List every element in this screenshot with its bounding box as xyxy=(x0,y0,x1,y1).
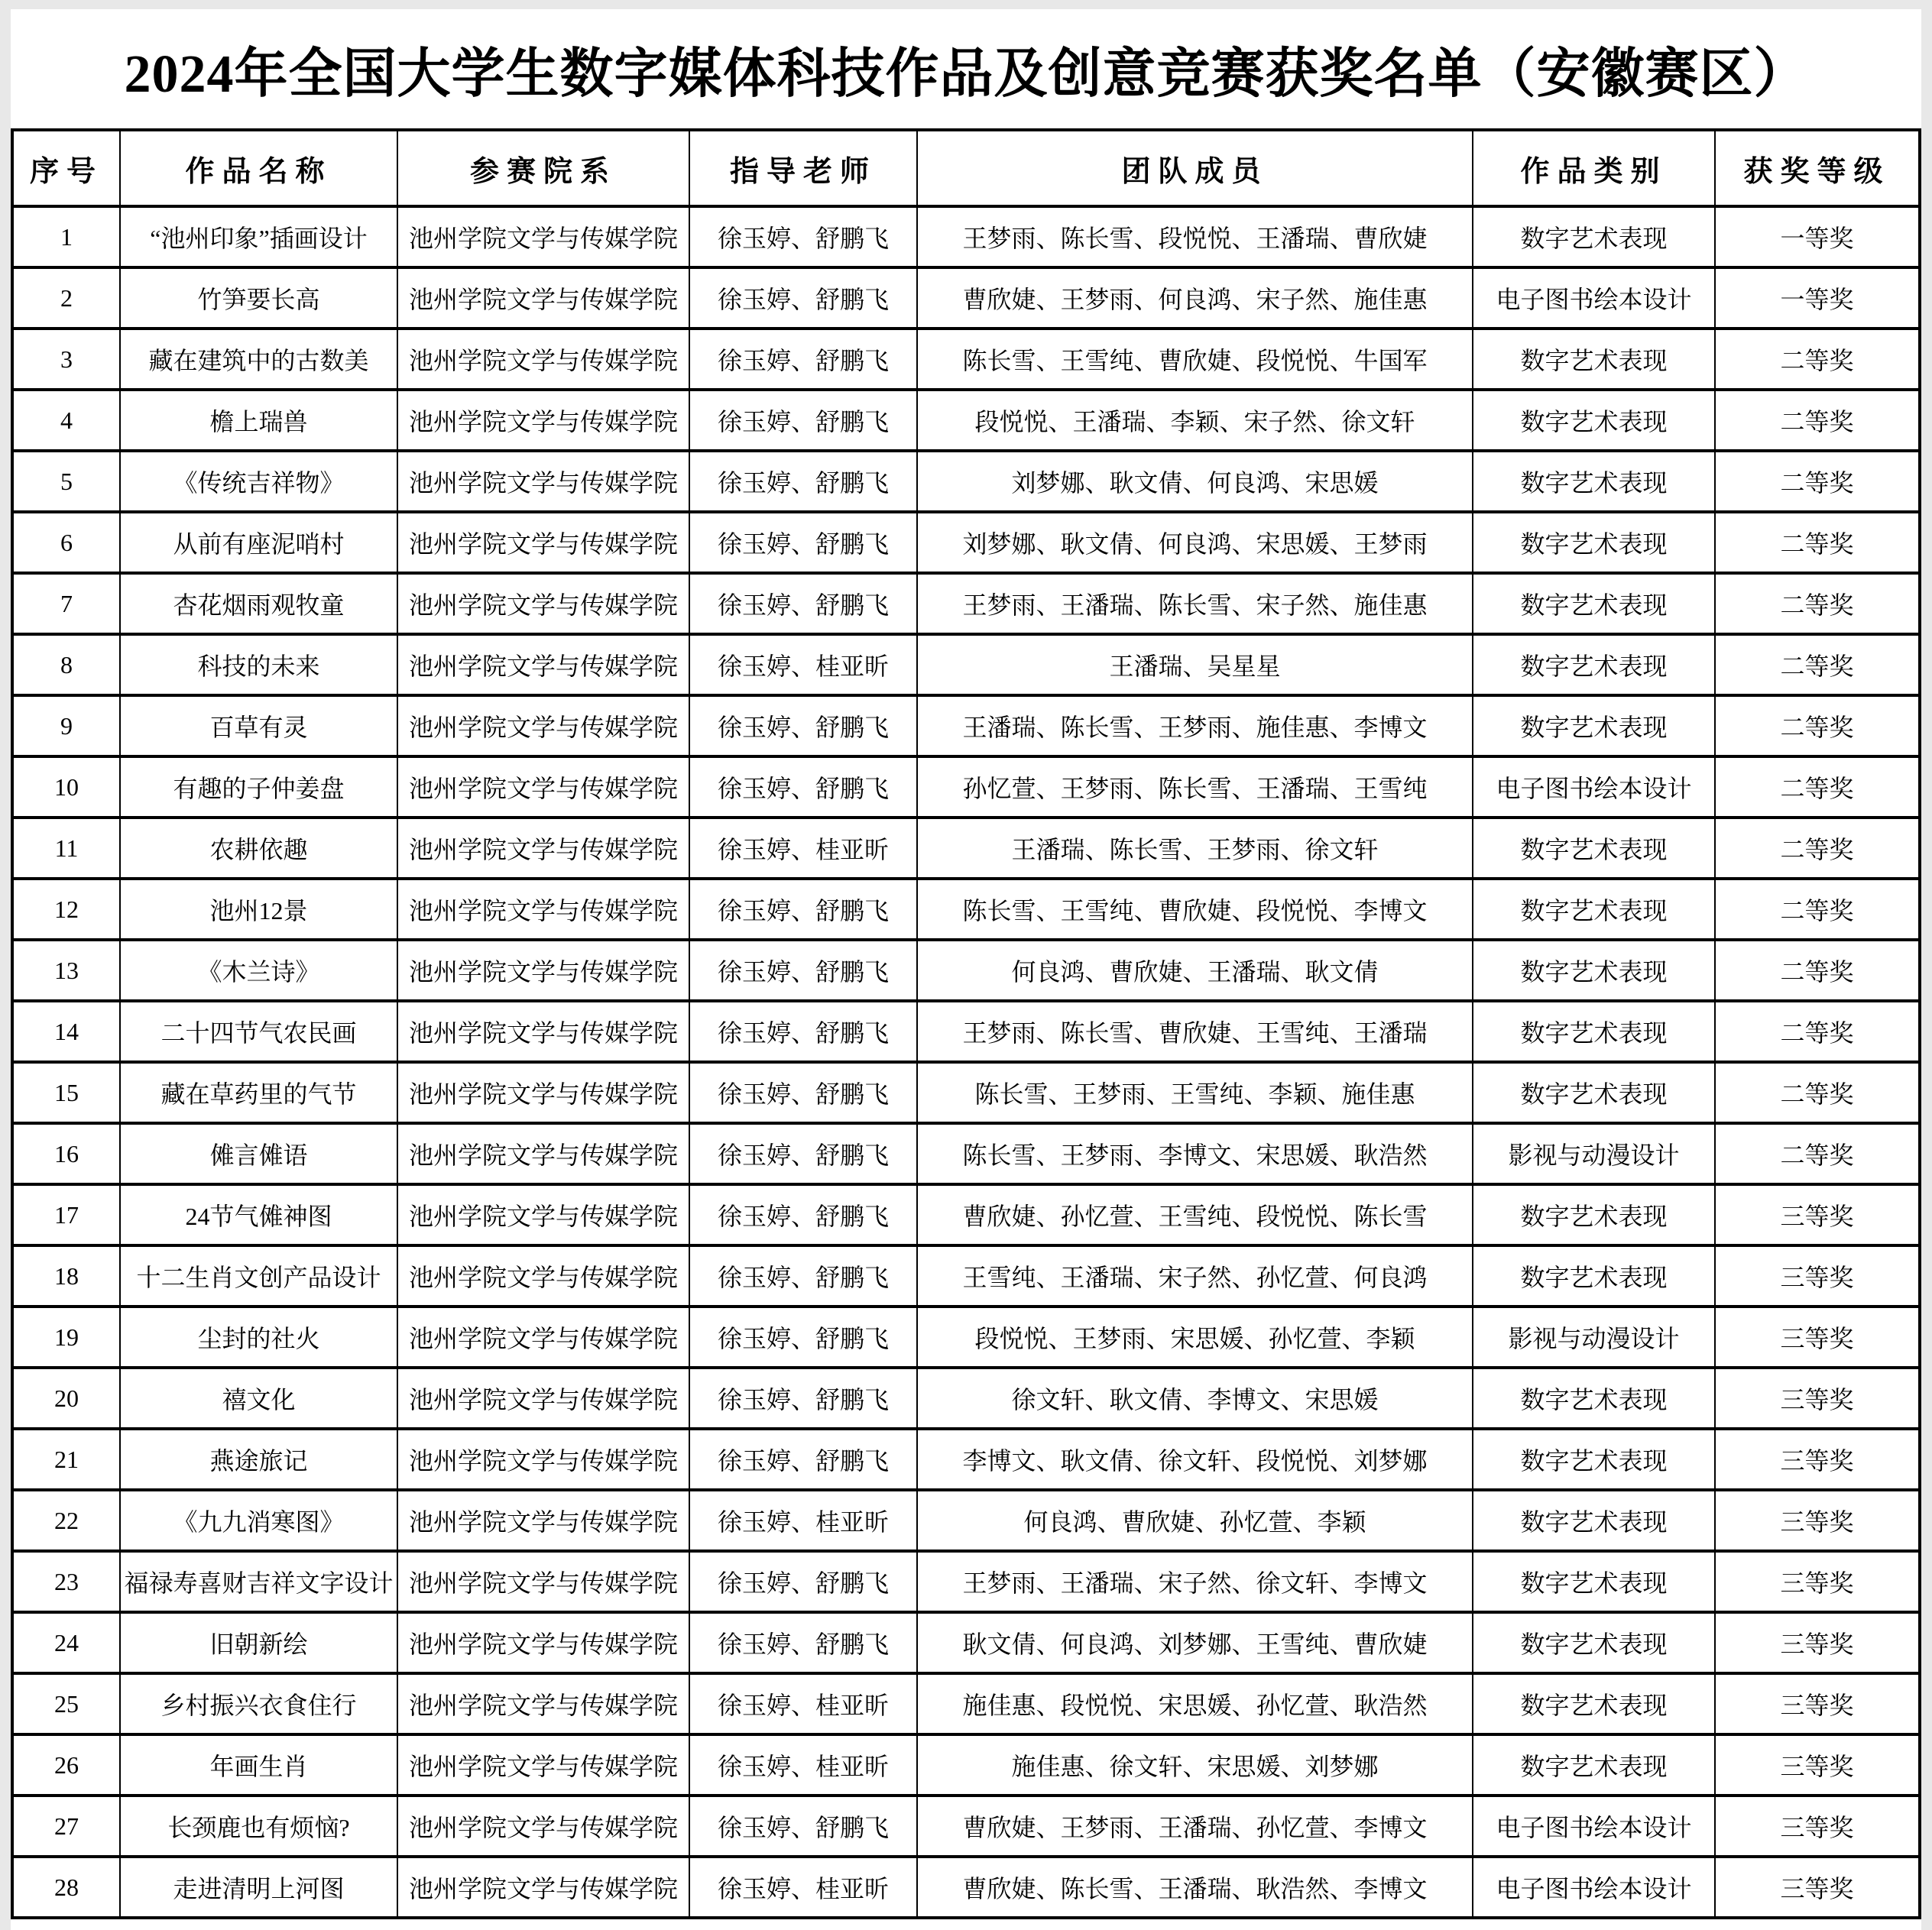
cell-department: 池州学院文学与传媒学院 xyxy=(397,451,689,512)
cell-title: 藏在草药里的气节 xyxy=(120,1062,397,1123)
cell-department: 池州学院文学与传媒学院 xyxy=(397,390,689,451)
cell-no: 6 xyxy=(12,512,120,573)
cell-members: 王潘瑞、吴星星 xyxy=(917,634,1473,695)
cell-department: 池州学院文学与传媒学院 xyxy=(397,1123,689,1184)
cell-advisors: 徐玉婷、舒鹏飞 xyxy=(689,573,917,634)
cell-members: 刘梦娜、耿文倩、何良鸿、宋思媛 xyxy=(917,451,1473,512)
cell-department: 池州学院文学与传媒学院 xyxy=(397,1857,689,1918)
cell-award: 二等奖 xyxy=(1715,329,1920,390)
cell-department: 池州学院文学与传媒学院 xyxy=(397,1673,689,1734)
cell-department: 池州学院文学与传媒学院 xyxy=(397,1612,689,1673)
cell-advisors: 徐玉婷、舒鹏飞 xyxy=(689,940,917,1001)
cell-category: 数字艺术表现 xyxy=(1473,1551,1715,1612)
cell-award: 三等奖 xyxy=(1715,1734,1920,1796)
cell-advisors: 徐玉婷、舒鹏飞 xyxy=(689,879,917,940)
awards-table xyxy=(11,128,1921,1919)
cell-title: 燕途旅记 xyxy=(120,1429,397,1490)
cell-members: 曹欣婕、孙忆萱、王雪纯、段悦悦、陈长雪 xyxy=(917,1184,1473,1245)
cell-advisors: 徐玉婷、舒鹏飞 xyxy=(689,451,917,512)
cell-advisors: 徐玉婷、桂亚昕 xyxy=(689,1490,917,1551)
cell-award: 三等奖 xyxy=(1715,1184,1920,1245)
table-row xyxy=(12,1307,1920,1368)
cell-department: 池州学院文学与传媒学院 xyxy=(397,1245,689,1307)
cell-award: 三等奖 xyxy=(1715,1673,1920,1734)
cell-title: 二十四节气农民画 xyxy=(120,1001,397,1062)
cell-advisors: 徐玉婷、桂亚昕 xyxy=(689,634,917,695)
cell-title: 年画生肖 xyxy=(120,1734,397,1796)
cell-members: 陈长雪、王梦雨、李博文、宋思媛、耿浩然 xyxy=(917,1123,1473,1184)
cell-title: 《九九消寒图》 xyxy=(120,1490,397,1551)
cell-category: 数字艺术表现 xyxy=(1473,1245,1715,1307)
cell-award: 二等奖 xyxy=(1715,634,1920,695)
cell-category: 电子图书绘本设计 xyxy=(1473,756,1715,818)
cell-category: 数字艺术表现 xyxy=(1473,451,1715,512)
cell-advisors: 徐玉婷、桂亚昕 xyxy=(689,1673,917,1734)
cell-title: 池州12景 xyxy=(120,879,397,940)
cell-department: 池州学院文学与传媒学院 xyxy=(397,940,689,1001)
cell-advisors: 徐玉婷、舒鹏飞 xyxy=(689,1184,917,1245)
cell-department: 池州学院文学与传媒学院 xyxy=(397,1490,689,1551)
cell-no: 16 xyxy=(12,1123,120,1184)
cell-no: 21 xyxy=(12,1429,120,1490)
cell-department: 池州学院文学与传媒学院 xyxy=(397,1734,689,1796)
cell-no: 18 xyxy=(12,1245,120,1307)
cell-advisors: 徐玉婷、舒鹏飞 xyxy=(689,267,917,329)
cell-title: 福禄寿喜财吉祥文字设计 xyxy=(120,1551,397,1612)
table-body xyxy=(12,206,1920,1918)
cell-award: 二等奖 xyxy=(1715,390,1920,451)
cell-award: 三等奖 xyxy=(1715,1796,1920,1857)
table-row xyxy=(12,1490,1920,1551)
header-row xyxy=(12,130,1920,206)
cell-title: 有趣的子仲姜盘 xyxy=(120,756,397,818)
cell-members: 刘梦娜、耿文倩、何良鸿、宋思媛、王梦雨 xyxy=(917,512,1473,573)
cell-category: 影视与动漫设计 xyxy=(1473,1123,1715,1184)
cell-no: 8 xyxy=(12,634,120,695)
cell-department: 池州学院文学与传媒学院 xyxy=(397,1368,689,1429)
table-row xyxy=(12,1062,1920,1123)
cell-department: 池州学院文学与传媒学院 xyxy=(397,1551,689,1612)
cell-no: 19 xyxy=(12,1307,120,1368)
cell-members: 施佳惠、段悦悦、宋思媛、孙忆萱、耿浩然 xyxy=(917,1673,1473,1734)
cell-advisors: 徐玉婷、舒鹏飞 xyxy=(689,1062,917,1123)
cell-category: 数字艺术表现 xyxy=(1473,634,1715,695)
cell-award: 三等奖 xyxy=(1715,1368,1920,1429)
cell-award: 二等奖 xyxy=(1715,756,1920,818)
cell-members: 王雪纯、王潘瑞、宋子然、孙忆萱、何良鸿 xyxy=(917,1245,1473,1307)
cell-no: 25 xyxy=(12,1673,120,1734)
cell-members: 陈长雪、王雪纯、曹欣婕、段悦悦、李博文 xyxy=(917,879,1473,940)
cell-advisors: 徐玉婷、桂亚昕 xyxy=(689,1734,917,1796)
cell-category: 数字艺术表现 xyxy=(1473,1368,1715,1429)
cell-department: 池州学院文学与传媒学院 xyxy=(397,267,689,329)
cell-title: 旧朝新绘 xyxy=(120,1612,397,1673)
cell-no: 28 xyxy=(12,1857,120,1918)
cell-advisors: 徐玉婷、桂亚昕 xyxy=(689,818,917,879)
table-row xyxy=(12,329,1920,390)
cell-no: 9 xyxy=(12,695,120,756)
cell-department: 池州学院文学与传媒学院 xyxy=(397,1001,689,1062)
cell-category: 数字艺术表现 xyxy=(1473,1673,1715,1734)
cell-department: 池州学院文学与传媒学院 xyxy=(397,1062,689,1123)
table-row xyxy=(12,512,1920,573)
cell-advisors: 徐玉婷、舒鹏飞 xyxy=(689,1245,917,1307)
cell-advisors: 徐玉婷、舒鹏飞 xyxy=(689,1307,917,1368)
cell-title: 檐上瑞兽 xyxy=(120,390,397,451)
cell-no: 10 xyxy=(12,756,120,818)
cell-members: 孙忆萱、王梦雨、陈长雪、王潘瑞、王雪纯 xyxy=(917,756,1473,818)
cell-department: 池州学院文学与传媒学院 xyxy=(397,512,689,573)
cell-advisors: 徐玉婷、舒鹏飞 xyxy=(689,1551,917,1612)
header-no: 序号 xyxy=(12,130,120,206)
cell-award: 三等奖 xyxy=(1715,1245,1920,1307)
cell-award: 三等奖 xyxy=(1715,1612,1920,1673)
cell-no: 4 xyxy=(12,390,120,451)
cell-award: 二等奖 xyxy=(1715,451,1920,512)
cell-award: 二等奖 xyxy=(1715,1123,1920,1184)
cell-title: 24节气傩神图 xyxy=(120,1184,397,1245)
table-row xyxy=(12,451,1920,512)
table-row xyxy=(12,1184,1920,1245)
cell-department: 池州学院文学与传媒学院 xyxy=(397,206,689,267)
cell-no: 11 xyxy=(12,818,120,879)
cell-category: 影视与动漫设计 xyxy=(1473,1307,1715,1368)
header-award: 获奖等级 xyxy=(1715,130,1920,206)
cell-award: 二等奖 xyxy=(1715,512,1920,573)
cell-title: 竹笋要长高 xyxy=(120,267,397,329)
cell-category: 数字艺术表现 xyxy=(1473,573,1715,634)
cell-award: 一等奖 xyxy=(1715,267,1920,329)
table-row xyxy=(12,695,1920,756)
cell-members: 王梦雨、王潘瑞、陈长雪、宋子然、施佳惠 xyxy=(917,573,1473,634)
cell-title: 《木兰诗》 xyxy=(120,940,397,1001)
cell-title: 乡村振兴衣食住行 xyxy=(120,1673,397,1734)
cell-no: 12 xyxy=(12,879,120,940)
cell-advisors: 徐玉婷、舒鹏飞 xyxy=(689,1123,917,1184)
table-row xyxy=(12,1123,1920,1184)
cell-no: 23 xyxy=(12,1551,120,1612)
cell-category: 数字艺术表现 xyxy=(1473,695,1715,756)
cell-no: 3 xyxy=(12,329,120,390)
cell-members: 王梦雨、王潘瑞、宋子然、徐文轩、李博文 xyxy=(917,1551,1473,1612)
cell-no: 13 xyxy=(12,940,120,1001)
table-row xyxy=(12,390,1920,451)
table-row xyxy=(12,267,1920,329)
table-row xyxy=(12,940,1920,1001)
table-row xyxy=(12,1734,1920,1796)
cell-award: 三等奖 xyxy=(1715,1429,1920,1490)
header-title: 作品名称 xyxy=(120,130,397,206)
cell-category: 电子图书绘本设计 xyxy=(1473,1796,1715,1857)
cell-award: 三等奖 xyxy=(1715,1490,1920,1551)
cell-category: 数字艺术表现 xyxy=(1473,1734,1715,1796)
cell-award: 二等奖 xyxy=(1715,818,1920,879)
cell-no: 7 xyxy=(12,573,120,634)
cell-category: 数字艺术表现 xyxy=(1473,879,1715,940)
cell-advisors: 徐玉婷、舒鹏飞 xyxy=(689,695,917,756)
cell-advisors: 徐玉婷、舒鹏飞 xyxy=(689,1612,917,1673)
cell-category: 数字艺术表现 xyxy=(1473,206,1715,267)
cell-department: 池州学院文学与传媒学院 xyxy=(397,695,689,756)
cell-title: 长颈鹿也有烦恼? xyxy=(120,1796,397,1857)
cell-members: 陈长雪、王梦雨、王雪纯、李颖、施佳惠 xyxy=(917,1062,1473,1123)
cell-title: 《传统吉祥物》 xyxy=(120,451,397,512)
cell-advisors: 徐玉婷、舒鹏飞 xyxy=(689,206,917,267)
table-row xyxy=(12,756,1920,818)
cell-title: 杏花烟雨观牧童 xyxy=(120,573,397,634)
cell-title: 科技的未来 xyxy=(120,634,397,695)
cell-category: 数字艺术表现 xyxy=(1473,818,1715,879)
cell-no: 15 xyxy=(12,1062,120,1123)
table-row xyxy=(12,634,1920,695)
cell-advisors: 徐玉婷、舒鹏飞 xyxy=(689,329,917,390)
cell-no: 17 xyxy=(12,1184,120,1245)
table-row xyxy=(12,206,1920,267)
cell-award: 二等奖 xyxy=(1715,1062,1920,1123)
cell-category: 电子图书绘本设计 xyxy=(1473,1857,1715,1918)
cell-title: 藏在建筑中的古数美 xyxy=(120,329,397,390)
cell-category: 数字艺术表现 xyxy=(1473,940,1715,1001)
cell-advisors: 徐玉婷、舒鹏飞 xyxy=(689,1796,917,1857)
cell-award: 三等奖 xyxy=(1715,1857,1920,1918)
cell-award: 二等奖 xyxy=(1715,879,1920,940)
cell-title: 百草有灵 xyxy=(120,695,397,756)
cell-department: 池州学院文学与传媒学院 xyxy=(397,1307,689,1368)
header-category: 作品类别 xyxy=(1473,130,1715,206)
cell-category: 数字艺术表现 xyxy=(1473,329,1715,390)
cell-members: 何良鸿、曹欣婕、孙忆萱、李颖 xyxy=(917,1490,1473,1551)
cell-department: 池州学院文学与传媒学院 xyxy=(397,1796,689,1857)
table-row xyxy=(12,1857,1920,1918)
cell-advisors: 徐玉婷、舒鹏飞 xyxy=(689,756,917,818)
cell-department: 池州学院文学与传媒学院 xyxy=(397,818,689,879)
cell-members: 李博文、耿文倩、徐文轩、段悦悦、刘梦娜 xyxy=(917,1429,1473,1490)
cell-members: 段悦悦、王潘瑞、李颖、宋子然、徐文轩 xyxy=(917,390,1473,451)
table-row xyxy=(12,1612,1920,1673)
cell-members: 段悦悦、王梦雨、宋思媛、孙忆萱、李颖 xyxy=(917,1307,1473,1368)
table-row xyxy=(12,1551,1920,1612)
cell-members: 王潘瑞、陈长雪、王梦雨、徐文轩 xyxy=(917,818,1473,879)
cell-category: 数字艺术表现 xyxy=(1473,1001,1715,1062)
cell-advisors: 徐玉婷、舒鹏飞 xyxy=(689,512,917,573)
cell-no: 27 xyxy=(12,1796,120,1857)
header-dept: 参赛院系 xyxy=(397,130,689,206)
cell-award: 一等奖 xyxy=(1715,206,1920,267)
cell-category: 数字艺术表现 xyxy=(1473,1184,1715,1245)
cell-no: 24 xyxy=(12,1612,120,1673)
cell-members: 耿文倩、何良鸿、刘梦娜、王雪纯、曹欣婕 xyxy=(917,1612,1473,1673)
table-row xyxy=(12,1001,1920,1062)
cell-award: 二等奖 xyxy=(1715,1001,1920,1062)
cell-category: 数字艺术表现 xyxy=(1473,1490,1715,1551)
table-row xyxy=(12,1673,1920,1734)
cell-members: 何良鸿、曹欣婕、王潘瑞、耿文倩 xyxy=(917,940,1473,1001)
cell-award: 二等奖 xyxy=(1715,940,1920,1001)
table-row xyxy=(12,1245,1920,1307)
cell-department: 池州学院文学与传媒学院 xyxy=(397,329,689,390)
header-members: 团队成员 xyxy=(917,130,1473,206)
cell-members: 王潘瑞、陈长雪、王梦雨、施佳惠、李博文 xyxy=(917,695,1473,756)
cell-no: 14 xyxy=(12,1001,120,1062)
cell-title: 从前有座泥哨村 xyxy=(120,512,397,573)
cell-award: 二等奖 xyxy=(1715,695,1920,756)
cell-members: 曹欣婕、陈长雪、王潘瑞、耿浩然、李博文 xyxy=(917,1857,1473,1918)
cell-department: 池州学院文学与传媒学院 xyxy=(397,879,689,940)
header-advisors: 指导老师 xyxy=(689,130,917,206)
cell-no: 26 xyxy=(12,1734,120,1796)
table-row xyxy=(12,818,1920,879)
cell-title: 禧文化 xyxy=(120,1368,397,1429)
cell-no: 1 xyxy=(12,206,120,267)
table-row xyxy=(12,1796,1920,1857)
cell-no: 20 xyxy=(12,1368,120,1429)
cell-members: 施佳惠、徐文轩、宋思媛、刘梦娜 xyxy=(917,1734,1473,1796)
cell-award: 三等奖 xyxy=(1715,1551,1920,1612)
cell-members: 徐文轩、耿文倩、李博文、宋思媛 xyxy=(917,1368,1473,1429)
cell-advisors: 徐玉婷、桂亚昕 xyxy=(689,1857,917,1918)
cell-no: 22 xyxy=(12,1490,120,1551)
cell-department: 池州学院文学与传媒学院 xyxy=(397,573,689,634)
cell-no: 2 xyxy=(12,267,120,329)
document-page xyxy=(11,9,1921,1930)
cell-department: 池州学院文学与传媒学院 xyxy=(397,1429,689,1490)
table-row xyxy=(12,1429,1920,1490)
cell-department: 池州学院文学与传媒学院 xyxy=(397,1184,689,1245)
cell-title: 农耕依趣 xyxy=(120,818,397,879)
cell-advisors: 徐玉婷、舒鹏飞 xyxy=(689,390,917,451)
table-row xyxy=(12,879,1920,940)
cell-title: 尘封的社火 xyxy=(120,1307,397,1368)
cell-award: 三等奖 xyxy=(1715,1307,1920,1368)
cell-members: 陈长雪、王雪纯、曹欣婕、段悦悦、牛国军 xyxy=(917,329,1473,390)
table-row xyxy=(12,573,1920,634)
cell-category: 数字艺术表现 xyxy=(1473,390,1715,451)
cell-members: 王梦雨、陈长雪、曹欣婕、王雪纯、王潘瑞 xyxy=(917,1001,1473,1062)
cell-department: 池州学院文学与传媒学院 xyxy=(397,756,689,818)
cell-title: “池州印象”插画设计 xyxy=(120,206,397,267)
table-header xyxy=(12,130,1920,206)
cell-title: 十二生肖文创产品设计 xyxy=(120,1245,397,1307)
cell-category: 数字艺术表现 xyxy=(1473,1429,1715,1490)
table-row xyxy=(12,1368,1920,1429)
cell-advisors: 徐玉婷、舒鹏飞 xyxy=(689,1368,917,1429)
cell-department: 池州学院文学与传媒学院 xyxy=(397,634,689,695)
cell-advisors: 徐玉婷、舒鹏飞 xyxy=(689,1429,917,1490)
cell-category: 电子图书绘本设计 xyxy=(1473,267,1715,329)
page-title: 2024年全国大学生数字媒体科技作品及创意竞赛获奖名单（安徽赛区） xyxy=(124,44,1808,104)
cell-category: 数字艺术表现 xyxy=(1473,512,1715,573)
cell-members: 曹欣婕、王梦雨、何良鸿、宋子然、施佳惠 xyxy=(917,267,1473,329)
cell-members: 曹欣婕、王梦雨、王潘瑞、孙忆萱、李博文 xyxy=(917,1796,1473,1857)
cell-title: 走进清明上河图 xyxy=(120,1857,397,1918)
cell-award: 二等奖 xyxy=(1715,573,1920,634)
cell-category: 数字艺术表现 xyxy=(1473,1612,1715,1673)
cell-advisors: 徐玉婷、舒鹏飞 xyxy=(689,1001,917,1062)
cell-title: 傩言傩语 xyxy=(120,1123,397,1184)
cell-category: 数字艺术表现 xyxy=(1473,1062,1715,1123)
cell-no: 5 xyxy=(12,451,120,512)
cell-members: 王梦雨、陈长雪、段悦悦、王潘瑞、曹欣婕 xyxy=(917,206,1473,267)
